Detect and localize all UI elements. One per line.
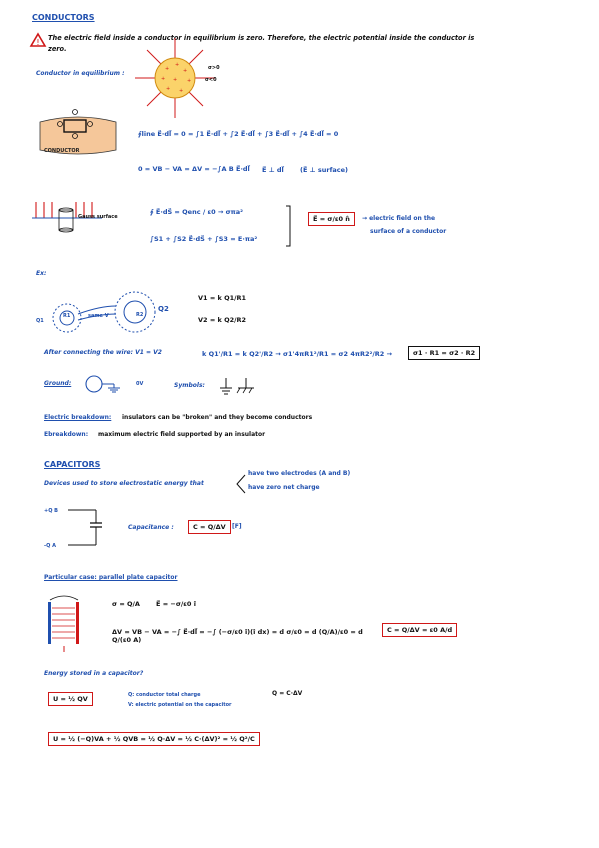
delta-v-equation: ΔV = VB − VA = −∫ E⃗·dl⃗ = −∫ (−σ/ε0 î)(î dx) = d σ/ε0 = d (Q/A)/ε0 = d Q/(ε0 A) — [112, 628, 363, 644]
svg-text:+: + — [161, 76, 166, 82]
plate-a-label: -Q A — [44, 543, 56, 549]
bracket-left — [285, 206, 291, 246]
brace-line1: have two electrodes (A and B) — [248, 470, 351, 477]
r1-label: R1 — [63, 313, 71, 319]
field-equation: E⃗ = −σ/ε0 î — [156, 600, 196, 608]
ground-label: Ground: — [44, 380, 72, 387]
flux-equation: ∫S1 + ∫S2 E⃗·dS⃗ + ∫S3 = E·πa² — [150, 235, 258, 243]
brace-line2: have zero net charge — [248, 484, 320, 491]
svg-text:!: ! — [36, 38, 40, 47]
section-heading-capacitors: CAPACITORS — [44, 460, 101, 469]
ground-symbol-icon — [84, 374, 129, 394]
warning-icon — [30, 33, 46, 47]
field-note-line1: → electric field on the — [362, 215, 436, 222]
after-wire-result: σ1 · R1 = σ2 · R2 — [408, 346, 480, 360]
energy-full-equation: U = ½ (−Q)VA + ½ QVB = ½ Q·ΔV = ½ C·(ΔV)² = ½ Q²/C — [48, 732, 260, 746]
ebreakdown-text: maximum electric field supported by an insulator — [98, 431, 266, 438]
potential-equation: 0 = VB − VA = ΔV = −∫A B E⃗·dl⃗ — [138, 165, 250, 173]
gauss-cylinder-figure — [32, 196, 102, 246]
after-wire-equation: k Q1'/R1 = k Q2'/R2 → σ1'4πR1²/R1 = σ2 4πR2²/R2 → — [202, 350, 392, 358]
r2-label: R2 — [136, 312, 144, 318]
equilibrium-label: Conductor in equilibrium : — [36, 70, 125, 77]
gauss-surface-label: Gauss surface — [78, 214, 118, 220]
surface-field-result: E⃗ = σ/ε0 n̂ — [308, 212, 355, 226]
q-note: Q: conductor total charge — [128, 692, 201, 698]
svg-text:+: + — [165, 66, 170, 72]
capacitance-equation: C = Q/ΔV — [188, 520, 231, 534]
farad-unit: [F] — [232, 523, 242, 530]
q1-label: Q1 — [36, 318, 44, 324]
svg-text:+: + — [179, 88, 184, 94]
svg-text:+: + — [166, 86, 171, 92]
breakdown-text: insulators can be "broken" and they become conductors — [122, 414, 313, 421]
sigma-positive-label: σ>0 — [208, 65, 220, 71]
energy-question: Energy stored in a capacitor? — [44, 670, 144, 677]
surface-note: (E⃗ ⊥ surface) — [300, 166, 349, 174]
ground-voltage: 0V — [136, 381, 144, 387]
loop-integral-equation: ∮line E⃗·dl⃗ = 0 = ∫1 E⃗·dl⃗ + ∫2 E⃗·dl⃗ + ∫3 E⃗·dl⃗ + ∫4 E⃗·dl⃗ = 0 — [138, 130, 339, 138]
after-wire-text: After connecting the wire: V1 = V2 — [44, 349, 162, 356]
svg-text:+: + — [175, 62, 180, 68]
same-v-label: same V — [88, 313, 109, 319]
plate-capacitance-result: C = Q/ΔV = ε0 A/d — [382, 623, 457, 637]
conductor-label: CONDUCTOR — [44, 148, 80, 154]
gauss-law-equation: ∮ E⃗·dS⃗ = Qenc / ε0 → σπa² — [150, 208, 243, 216]
section-heading-conductors: CONDUCTORS — [32, 13, 95, 22]
svg-text:+: + — [187, 78, 192, 84]
charged-sphere-figure — [135, 38, 215, 118]
parallel-plate-heading: Particular case: parallel plate capacitor — [44, 574, 178, 581]
svg-text:+: + — [173, 77, 178, 83]
symbols-label: Symbols: — [174, 382, 205, 389]
capacitance-label: Capacitance : — [128, 524, 174, 531]
perpendicular-note: E⃗ ⊥ dl⃗ — [262, 166, 284, 174]
devices-text: Devices used to store electrostatic energy that — [44, 480, 204, 487]
q-cv-equation: Q = C·ΔV — [272, 690, 303, 697]
intro-text-line1: The electric field inside a conductor in equilibrium is zero. Therefore, the electric potential inside the conductor is — [48, 34, 475, 42]
capacitor-circuit-figure — [60, 505, 105, 550]
ground-symbols-icon — [218, 378, 258, 396]
parallel-plate-figure — [40, 594, 90, 654]
q2-label: Q2 — [158, 305, 169, 313]
brace-icon — [236, 474, 246, 494]
sigma-equation: σ = Q/A — [112, 600, 140, 608]
v1-equation: V1 = k Q1/R1 — [198, 294, 247, 302]
svg-text:+: + — [183, 68, 188, 74]
v2-equation: V2 = k Q2/R2 — [198, 316, 247, 324]
v-note: V: electric potential on the capacitor — [128, 702, 232, 708]
energy-equation: U = ½ QV — [48, 692, 93, 706]
sigma-negative-label: σ<0 — [205, 77, 217, 83]
breakdown-label: Electric breakdown: — [44, 414, 112, 421]
ebreakdown-label: Ebreakdown: — [44, 431, 89, 438]
example-label: Ex: — [36, 270, 47, 277]
plate-b-label: +Q B — [44, 508, 58, 514]
intro-text-line2: zero. — [48, 45, 67, 53]
field-note-line2: surface of a conductor — [370, 228, 447, 235]
